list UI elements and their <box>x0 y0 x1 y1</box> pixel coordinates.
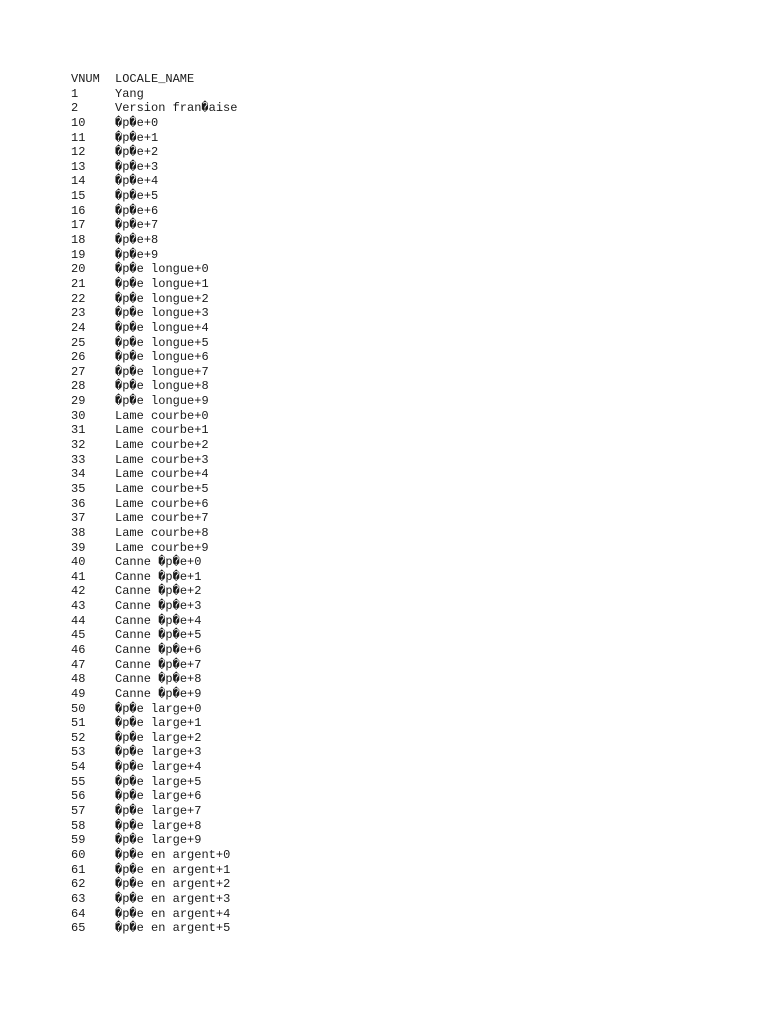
table-row <box>71 131 237 146</box>
locale-name-cell: Lame courbe+8 <box>115 525 209 540</box>
table-row <box>71 541 237 556</box>
vnum-cell: 26 <box>71 350 86 365</box>
table-row <box>71 511 237 526</box>
vnum-cell: 17 <box>71 218 86 233</box>
table-row <box>71 614 237 629</box>
table-row <box>71 87 237 102</box>
locale-name-cell: Lame courbe+5 <box>115 481 209 496</box>
vnum-cell: 43 <box>71 599 86 614</box>
table-row <box>71 804 237 819</box>
vnum-cell: 57 <box>71 804 86 819</box>
vnum-cell: 38 <box>71 525 86 540</box>
locale-name-cell: �p�e longue+3 <box>115 306 209 321</box>
table-row <box>71 218 237 233</box>
locale-name-cell: Lame courbe+3 <box>115 452 209 467</box>
locale-name-cell: �p�e+0 <box>115 115 159 130</box>
locale-name-cell: Version fran�aise <box>115 101 238 116</box>
vnum-cell: 19 <box>71 247 86 262</box>
vnum-cell: 51 <box>71 716 86 731</box>
table-row <box>71 584 237 599</box>
vnum-cell: 45 <box>71 628 86 643</box>
table-row <box>71 438 237 453</box>
vnum-cell: 58 <box>71 818 86 833</box>
table-row <box>71 292 237 307</box>
locale-name-cell: �p�e+1 <box>115 130 159 145</box>
vnum-cell: 60 <box>71 847 86 862</box>
table-row <box>71 775 237 790</box>
table-row <box>71 321 237 336</box>
locale-name-cell: �p�e longue+5 <box>115 335 209 350</box>
table-row <box>71 658 237 673</box>
vnum-cell: 48 <box>71 672 86 687</box>
locale-name-cell: �p�e large+1 <box>115 716 202 731</box>
table-row <box>71 848 237 863</box>
vnum-cell: 37 <box>71 511 86 526</box>
locale-name-cell: �p�e+4 <box>115 174 159 189</box>
locale-name-cell: �p�e+8 <box>115 233 159 248</box>
locale-name-cell: �p�e en argent+5 <box>115 921 231 936</box>
locale-name-cell: Canne �p�e+5 <box>115 628 202 643</box>
vnum-cell: 30 <box>71 408 86 423</box>
table-row <box>71 716 237 731</box>
table-row <box>71 526 237 541</box>
table-row <box>71 745 237 760</box>
locale-name-cell: �p�e large+0 <box>115 701 202 716</box>
locale-name-cell: �p�e large+4 <box>115 760 202 775</box>
locale-name-cell: �p�e+6 <box>115 203 159 218</box>
table-row <box>71 833 237 848</box>
table-row <box>71 379 237 394</box>
vnum-cell: 62 <box>71 877 86 892</box>
table-row <box>71 907 237 922</box>
locale-name-cell: Canne �p�e+2 <box>115 584 202 599</box>
table-row <box>71 819 237 834</box>
locale-name-cell: �p�e en argent+2 <box>115 877 231 892</box>
locale-name-cell: �p�e longue+6 <box>115 350 209 365</box>
vnum-cell: 23 <box>71 306 86 321</box>
vnum-cell: 47 <box>71 657 86 672</box>
table-row <box>71 892 237 907</box>
table-row <box>71 702 237 717</box>
vnum-cell: 29 <box>71 394 86 409</box>
vnum-cell: 44 <box>71 613 86 628</box>
locale-name-cell: �p�e large+9 <box>115 833 202 848</box>
table-row <box>71 731 237 746</box>
locale-name-cell: �p�e+2 <box>115 145 159 160</box>
table-body <box>71 87 237 936</box>
locale-name-cell: �p�e large+6 <box>115 789 202 804</box>
table-row <box>71 248 237 263</box>
table-row <box>71 687 237 702</box>
vnum-cell: 39 <box>71 540 86 555</box>
vnum-cell: 64 <box>71 906 86 921</box>
vnum-cell: 52 <box>71 730 86 745</box>
locale-name-cell: �p�e large+7 <box>115 804 202 819</box>
vnum-cell: 46 <box>71 642 86 657</box>
vnum-cell: 20 <box>71 262 86 277</box>
locale-name-cell: Lame courbe+0 <box>115 408 209 423</box>
vnum-cell: 27 <box>71 364 86 379</box>
table-row <box>71 204 237 219</box>
vnum-cell: 36 <box>71 496 86 511</box>
locale-name-cell: Canne �p�e+1 <box>115 569 202 584</box>
vnum-cell: 35 <box>71 481 86 496</box>
vnum-cell: 21 <box>71 276 86 291</box>
table-row <box>71 555 237 570</box>
table-row <box>71 394 237 409</box>
vnum-cell: 61 <box>71 862 86 877</box>
vnum-cell: 1 <box>71 86 79 101</box>
vnum-cell: 12 <box>71 145 86 160</box>
locale-name-cell: �p�e longue+0 <box>115 262 209 277</box>
vnum-cell: 56 <box>71 789 86 804</box>
vnum-column-header: VNUM <box>71 72 100 86</box>
vnum-cell: 55 <box>71 774 86 789</box>
table-row <box>71 409 237 424</box>
locale-name-cell: �p�e longue+1 <box>115 276 209 291</box>
locale-name-cell: Lame courbe+7 <box>115 511 209 526</box>
table-row <box>71 467 237 482</box>
vnum-cell: 15 <box>71 189 86 204</box>
locale-name-cell: �p�e en argent+4 <box>115 906 231 921</box>
locale-name-cell: �p�e longue+4 <box>115 320 209 335</box>
table-row <box>71 877 237 892</box>
vnum-cell: 63 <box>71 891 86 906</box>
vnum-cell: 40 <box>71 555 86 570</box>
table-row <box>71 628 237 643</box>
table-row <box>71 174 237 189</box>
vnum-cell: 42 <box>71 584 86 599</box>
vnum-cell: 28 <box>71 379 86 394</box>
table-row <box>71 482 237 497</box>
locale-name-cell: �p�e large+5 <box>115 774 202 789</box>
table-row <box>71 760 237 775</box>
table-row <box>71 145 237 160</box>
locale-name-cell: �p�e+3 <box>115 159 159 174</box>
table-row <box>71 365 237 380</box>
table-row <box>71 116 237 131</box>
table-row <box>71 350 237 365</box>
table-row <box>71 262 237 277</box>
table-row <box>71 672 237 687</box>
vnum-cell: 54 <box>71 760 86 775</box>
table-row <box>71 277 237 292</box>
table-row <box>71 189 237 204</box>
vnum-cell: 18 <box>71 233 86 248</box>
table-row <box>71 789 237 804</box>
vnum-cell: 13 <box>71 159 86 174</box>
locale-name-cell: �p�e en argent+3 <box>115 891 231 906</box>
vnum-cell: 22 <box>71 291 86 306</box>
locale-table <box>71 72 237 936</box>
vnum-cell: 53 <box>71 745 86 760</box>
locale-name-cell: Lame courbe+1 <box>115 423 209 438</box>
table-header <box>71 72 237 87</box>
vnum-cell: 14 <box>71 174 86 189</box>
vnum-cell: 2 <box>71 101 79 116</box>
locale-name-cell: �p�e longue+9 <box>115 394 209 409</box>
vnum-cell: 25 <box>71 335 86 350</box>
locale-name-cell: Canne �p�e+7 <box>115 657 202 672</box>
vnum-cell: 41 <box>71 569 86 584</box>
vnum-cell: 33 <box>71 452 86 467</box>
locale-name-cell: �p�e longue+2 <box>115 291 209 306</box>
locale-name-cell: �p�e+9 <box>115 247 159 262</box>
table-row <box>71 160 237 175</box>
locale-name-cell: �p�e longue+7 <box>115 364 209 379</box>
locale-name-cell: Lame courbe+9 <box>115 540 209 555</box>
vnum-cell: 31 <box>71 423 86 438</box>
locale-name-cell: Lame courbe+2 <box>115 438 209 453</box>
locale-name-cell: Canne �p�e+3 <box>115 599 202 614</box>
vnum-cell: 10 <box>71 115 86 130</box>
vnum-cell: 32 <box>71 438 86 453</box>
vnum-cell: 34 <box>71 467 86 482</box>
table-row <box>71 101 237 116</box>
locale-name-cell: �p�e large+3 <box>115 745 202 760</box>
table-row <box>71 599 237 614</box>
locale-name-column-header: LOCALE_NAME <box>115 72 195 86</box>
locale-name-cell: Canne �p�e+8 <box>115 672 202 687</box>
vnum-cell: 49 <box>71 686 86 701</box>
vnum-cell: 16 <box>71 203 86 218</box>
locale-name-cell: �p�e+5 <box>115 189 159 204</box>
locale-name-cell: Lame courbe+4 <box>115 467 209 482</box>
table-row <box>71 863 237 878</box>
locale-name-cell: Yang <box>115 86 144 101</box>
table-row <box>71 233 237 248</box>
locale-name-cell: Canne �p�e+0 <box>115 555 202 570</box>
table-row <box>71 423 237 438</box>
locale-name-cell: Canne �p�e+4 <box>115 613 202 628</box>
vnum-cell: 11 <box>71 130 86 145</box>
locale-name-cell: �p�e longue+8 <box>115 379 209 394</box>
locale-name-cell: Canne �p�e+9 <box>115 686 202 701</box>
table-row <box>71 306 237 321</box>
vnum-cell: 65 <box>71 921 86 936</box>
table-row <box>71 497 237 512</box>
table-row <box>71 921 237 936</box>
table-row <box>71 570 237 585</box>
table-row <box>71 643 237 658</box>
vnum-cell: 59 <box>71 833 86 848</box>
locale-name-cell: Lame courbe+6 <box>115 496 209 511</box>
table-row <box>71 453 237 468</box>
locale-name-cell: �p�e en argent+1 <box>115 862 231 877</box>
locale-name-cell: �p�e+7 <box>115 218 159 233</box>
vnum-cell: 24 <box>71 320 86 335</box>
locale-name-cell: �p�e en argent+0 <box>115 847 231 862</box>
locale-name-cell: Canne �p�e+6 <box>115 642 202 657</box>
table-row <box>71 336 237 351</box>
vnum-cell: 50 <box>71 701 86 716</box>
locale-name-cell: �p�e large+2 <box>115 730 202 745</box>
locale-name-cell: �p�e large+8 <box>115 818 202 833</box>
